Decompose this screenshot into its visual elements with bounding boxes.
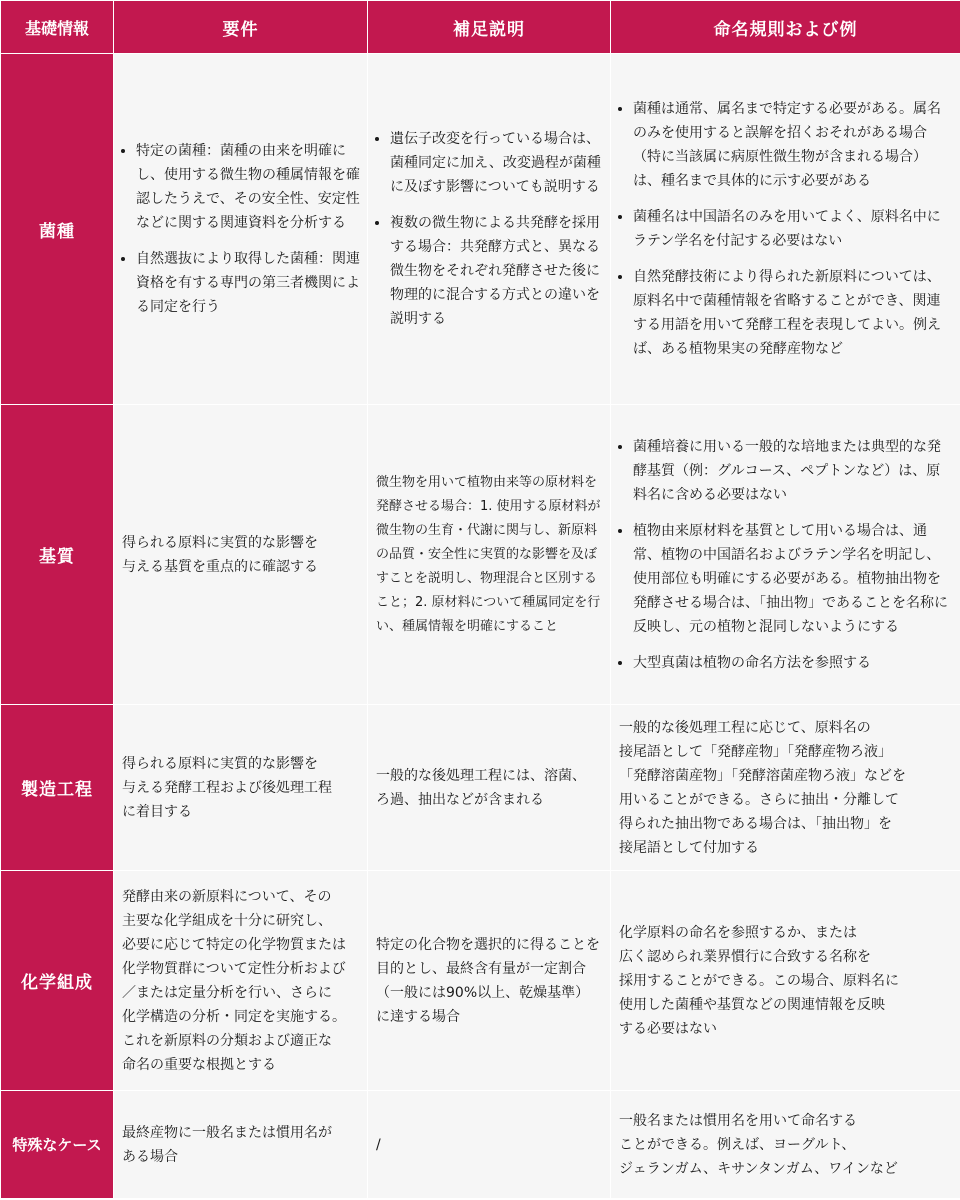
list-item: • 遺伝子改変を行っている場合は、菌種同定に加え、改変過程が菌種に及ぼす影響についても説明する (390, 127, 604, 199)
list-item: • 植物由来原材料を基質として用いる場合は、通常、植物の中国語名およびラテン学名を明記し、使用部位も明確にする必要がある。植物抽出物を発酵させる場合は、「抽出物」であることを名称に反映し、元の植物と混同しないようにする (633, 519, 954, 639)
header-requirements: 要件 (114, 1, 368, 54)
row-label-process: 製造工程 (1, 705, 114, 871)
list-item: • 特定の菌種：菌種の由来を明確にし、使用する微生物の種属情報を確認したうえで、その安全性、安定性などに関する関連資料を分析する (136, 139, 361, 235)
header-supplement: 補足説明 (368, 1, 611, 54)
header-naming-rules: 命名規則および例 (611, 1, 960, 54)
substrate-requirements: 得られる原料に実質的な影響を 与える基質を重点的に確認する (114, 405, 368, 705)
list-item: • 菌種は通常、属名まで特定する必要がある。属名のみを使用すると誤解を招くおそれがある場合（特に当該属に病原性微生物が含まれる場合）は、種名まで具体的に示す必要がある (633, 97, 954, 193)
list-item: • 自然選抜により取得した菌種：関連資格を有する専門の第三者機関による同定を行う (136, 247, 361, 319)
table-row (1, 1091, 960, 1199)
list-item: • 菌種名は中国語名のみを用いてよく、原料名中にラテン学名を付記する必要はない (633, 205, 954, 253)
table-row (1, 705, 960, 871)
strain-supplement (368, 54, 611, 405)
header-row (1, 1, 960, 54)
table-row (1, 871, 960, 1091)
special-supplement: / (368, 1091, 611, 1199)
substrate-supplement: 微生物を用いて植物由来等の原材料を発酵させる場合：1. 使用する原材料が微生物の生育・代謝に関与し、新原料の品質・安全性に実質的な影響を及ぼすことを説明し、物理混合と区別すること；2. 原材料について種属同定を行い、種属情報を明確にすること (368, 405, 611, 705)
table-row (1, 405, 960, 705)
special-naming: 一般名または慣用名を用いて命名する ことができる。例えば、ヨーグルト、 ジェランガム、キサンタンガム、ワインなど (611, 1091, 960, 1199)
composition-supplement: 特定の化合物を選択的に得ることを 目的とし、最終含有量が一定割合 （一般には90%以上、乾燥基準） に達する場合 (368, 871, 611, 1091)
table-header (1, 1, 960, 54)
row-label-strain: 菌種 (1, 54, 114, 405)
row-label-special-case: 特殊なケース (1, 1091, 114, 1199)
special-requirements: 最終産物に一般名または慣用名が ある場合 (114, 1091, 368, 1199)
list-item: • 菌種培養に用いる一般的な培地または典型的な発酵基質（例：グルコース、ペプトンなど）は、原料名に含める必要はない (633, 435, 954, 507)
row-label-substrate: 基質 (1, 405, 114, 705)
substrate-naming (611, 405, 960, 705)
row-label-composition: 化学組成 (1, 871, 114, 1091)
process-requirements: 得られる原料に実質的な影響を 与える発酵工程および後処理工程 に着目する (114, 705, 368, 871)
list-item: • 複数の微生物による共発酵を採用する場合：共発酵方式と、異なる微生物をそれぞれ発酵させた後に物理的に混合する方式との違いを説明する (390, 211, 604, 331)
table-row (1, 54, 960, 405)
process-naming: 一般的な後処理工程に応じて、原料名の 接尾語として「発酵産物」「発酵産物ろ液」 「発酵溶菌産物」「発酵溶菌産物ろ液」などを 用いることができる。さらに抽出・分離して 得られた抽出物である場合は、「抽出物」を 接尾語として付加する (611, 705, 960, 871)
strain-requirements (114, 54, 368, 405)
list-item: • 大型真菌は植物の命名方法を参照する (633, 651, 954, 675)
composition-requirements: 発酵由来の新原料について、その 主要な化学組成を十分に研究し、 必要に応じて特定の化学物質または 化学物質群について定性分析および ／または定量分析を行い、さらに 化学構造の分析・同定を実施する。 これを新原料の分類および適正な 命名の重要な根拠とする (114, 871, 368, 1091)
process-supplement: 一般的な後処理工程には、溶菌、 ろ過、抽出などが含まれる (368, 705, 611, 871)
list-item: • 自然発酵技術により得られた新原料については、原料名中で菌種情報を省略することができ、関連する用語を用いて発酵工程を表現してよい。例えば、ある植物果実の発酵産物など (633, 265, 954, 361)
composition-naming: 化学原料の命名を参照するか、または 広く認められ業界慣行に合致する名称を 採用することができる。この場合、原料名に 使用した菌種や基質などの関連情報を反映 する必要はない (611, 871, 960, 1091)
header-basic-info: 基礎情報 (1, 1, 114, 54)
strain-naming (611, 54, 960, 405)
